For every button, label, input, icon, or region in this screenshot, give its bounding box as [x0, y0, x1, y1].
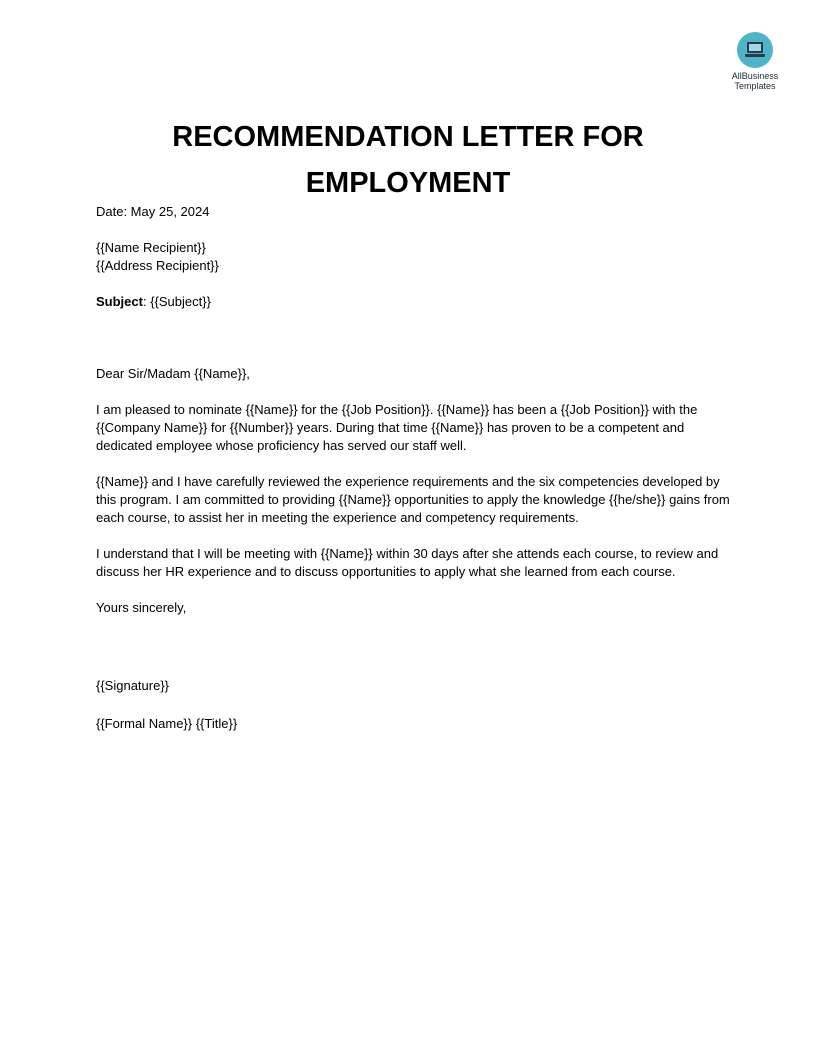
- logo-badge: [737, 32, 773, 68]
- paragraph-3: I understand that I will be meeting with {{Name}} within 30 days after she attends each course, to review and discuss her HR experience and to discuss opportunities to apply what she learned from each course.: [96, 546, 719, 579]
- title-line1: RECOMMENDATION LETTER FOR: [172, 121, 644, 153]
- signature: {{Signature}}: [96, 678, 170, 693]
- logo-text-line2: Templates: [734, 81, 776, 91]
- recipient-name: {{Name Recipient}}: [96, 240, 206, 255]
- subject-value: : {{Subject}}: [142, 294, 211, 309]
- allbusiness-templates-logo: [720, 32, 790, 91]
- document-title: [120, 114, 696, 206]
- letter-body: [96, 203, 736, 733]
- paragraph-1: I am pleased to nominate {{Name}} for the {{Job Position}}. {{Name}} has been a {{Job Position}} with the {{Company Name}} for {{Number}} years. During that time {{Name}} has proven to be a competent and dedicated employee whose proficiency has served our staff well.: [96, 402, 698, 453]
- recipient-address: {{Address Recipient}}: [96, 258, 219, 273]
- title-line2: EMPLOYMENT: [305, 167, 511, 199]
- closing: Yours sincerely,: [96, 600, 187, 615]
- salutation: Dear Sir/Madam {{Name}},: [96, 366, 250, 381]
- letter-date: Date: May 25, 2024: [96, 204, 210, 219]
- logo-text: [720, 71, 790, 91]
- laptop-icon: [745, 41, 765, 59]
- paragraph-2: {{Name}} and I have carefully reviewed the experience requirements and the six competencies developed by this program. I am committed to providing {{Name}} opportunities to apply the knowledge {{he/she}} gains from each course, to assist her in meeting the experience and competency requirements.: [96, 474, 730, 525]
- subject-label: Subject: [96, 294, 143, 309]
- formal-name-title: {{Formal Name}} {{Title}}: [96, 716, 238, 731]
- subject-line: [96, 293, 736, 311]
- logo-text-line1: AllBusiness: [731, 71, 779, 81]
